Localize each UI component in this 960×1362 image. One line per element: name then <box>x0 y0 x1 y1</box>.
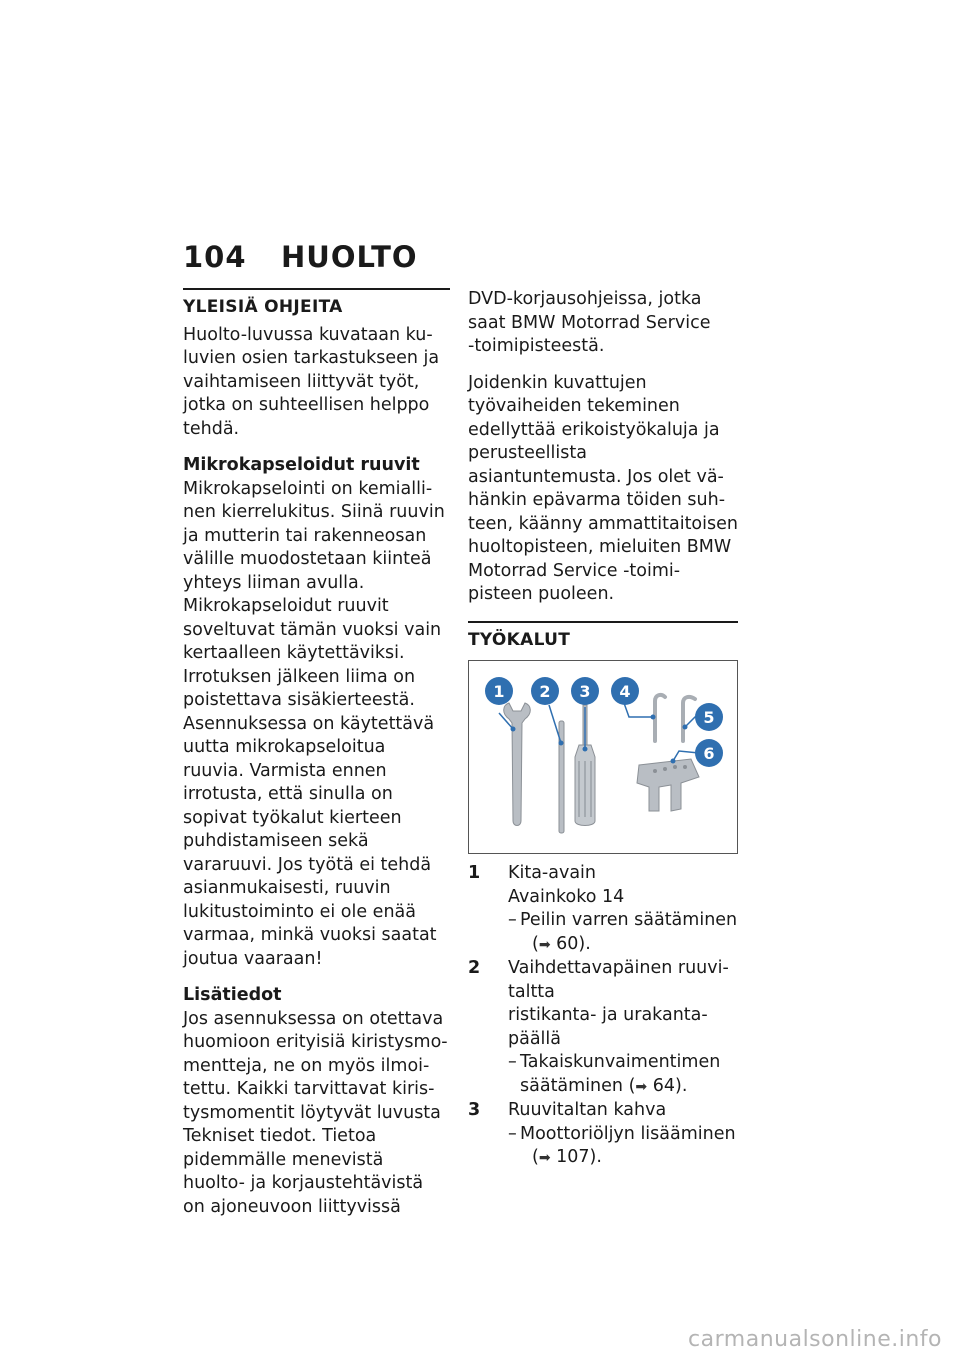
badge-4-label: 4 <box>619 682 631 701</box>
tool-detail: ristikanta- ja urakantapäällä <box>508 1005 708 1049</box>
badge-6 <box>695 739 723 767</box>
reference-page: 107). <box>556 1147 602 1167</box>
tool-detail: Avainkoko 14 <box>508 886 625 907</box>
page-number: 104 <box>183 240 247 274</box>
tools-figure <box>468 660 738 854</box>
allen-keys-illustration <box>624 695 707 741</box>
reference-page: 60). <box>556 933 591 954</box>
tool-name: Vaihdettavapäinen ruuvitaltta <box>508 958 729 1002</box>
micro-text: Mikrokapselointi on kemiallinen kierrelukitus. Siinä ruuvin ja mutterin tai rakenneosan välille muodostetaan kiinteä yhteys liiman avulla. Mikrokapseloidut ruuvit soveltuvat tämän vuoksi vain kertaalleen käytettäviksi. Irrotuksen jälkeen liima on poistettava sisäkierteestä. Asennuksessa on käytettävä uutta mikrokapseloitua ruuvia. Varmista ennen irrotusta, että sinulla on sopivat työkalut kierteen puhdistamiseen sekä vararuuvi. Jos työtä ei tehdä asianmukaisesti, ruuvin lukitustoiminto ei ole enää varmaa, minkä vuoksi saatat joutua vaaraan! <box>183 478 445 969</box>
micro-block <box>183 454 450 971</box>
left-column <box>183 288 450 1232</box>
page-arrow-icon: ➡ <box>635 1078 648 1095</box>
reference-page: 64). <box>652 1075 688 1096</box>
tool-name: Ruuvitaltan kahva <box>508 1100 667 1120</box>
dash-icon: – <box>508 1052 517 1072</box>
tool-number: 1 <box>468 863 481 883</box>
expert-paragraph: Joidenkin kuvattujen työvaiheiden tekeminen edellyttää erikoistyökaluja ja perusteellista asiantuntemusta. Jos olet vähänkin epävarma töiden suhteen, käänny ammattitaitoisen huoltopisteen, mieluiten BMW Motorrad Service ‑toimipisteen puoleen. <box>468 372 738 604</box>
info-text: Jos asennuksessa on otettava huomioon erityisiä kiristysmomentteja, ne on myös ilmoitettu. Kaikki tarvittavat kiristysmomentit löytyvät luvusta Tekniset tiedot. Tietoa pidemmälle menevistä huolto- ja korjaustehtävistä on ajoneuvoon liittyvissä <box>183 1008 448 1217</box>
tool-reference[interactable]: – Moottoriöljyn lisääminen (➡ 107). <box>508 1123 736 1167</box>
page-header <box>183 240 418 274</box>
section-title-general: YLEISIÄ OHJEITA <box>183 288 450 320</box>
wrench-illustration <box>499 703 530 826</box>
tool-item-1 <box>468 862 738 957</box>
badge-1-label: 1 <box>493 682 505 701</box>
continuation-paragraph: DVD-korjausohjeissa, jotka saat BMW Motorrad Service ‑toimipisteestä. <box>468 289 711 356</box>
badge-5-label: 5 <box>703 708 715 727</box>
badge-6-label: 6 <box>703 744 715 763</box>
badge-5 <box>695 703 723 731</box>
tools-illustration <box>469 661 737 853</box>
dash-icon: – <box>508 910 517 930</box>
info-block <box>183 984 450 1219</box>
badge-2 <box>531 677 559 705</box>
badge-1 <box>485 677 513 705</box>
bit-holder-illustration <box>637 751 699 811</box>
section-title-tools: TYÖKALUT <box>468 621 738 653</box>
reference-text: Takaiskunvaimentimen säätäminen <box>520 1052 721 1096</box>
intro-paragraph: Huolto-luvussa kuvataan kuluvien osien tarkastukseen ja vaihtamiseen liittyvät työt, jotka on suhteellisen helppo tehdä. <box>183 324 440 439</box>
tool-name: Kita-avain <box>508 863 596 883</box>
watermark: carmanualsonline.info <box>688 1327 942 1352</box>
tool-list <box>468 862 738 1171</box>
badge-4 <box>611 677 639 705</box>
screwdriver-bit-illustration <box>549 705 564 833</box>
right-column <box>468 288 738 1171</box>
reference-text: Moottoriöljyn lisääminen <box>520 1123 736 1144</box>
tool-number: 3 <box>468 1100 481 1120</box>
badge-3 <box>571 677 599 705</box>
tool-reference[interactable]: – Peilin varren säätäminen (➡ 60). <box>508 910 738 954</box>
tool-item-3 <box>468 1099 738 1171</box>
tool-item-2 <box>468 957 738 1099</box>
dash-icon: – <box>508 1123 517 1144</box>
info-title: Lisätiedot <box>183 985 282 1005</box>
chapter-title: HUOLTO <box>281 240 418 274</box>
page-arrow-icon: ➡ <box>538 936 551 953</box>
tool-reference[interactable]: – Takaiskunvaimentimen säätäminen (➡ 64). <box>508 1052 721 1096</box>
tool-number: 2 <box>468 958 481 978</box>
reference-text: Peilin varren säätäminen <box>520 910 738 930</box>
badge-2-label: 2 <box>539 682 551 701</box>
badge-3-label: 3 <box>579 682 591 701</box>
page-arrow-icon: ➡ <box>538 1150 551 1166</box>
screwdriver-handle-illustration <box>575 705 595 826</box>
micro-title: Mikrokapseloidut ruuvit <box>183 455 420 475</box>
